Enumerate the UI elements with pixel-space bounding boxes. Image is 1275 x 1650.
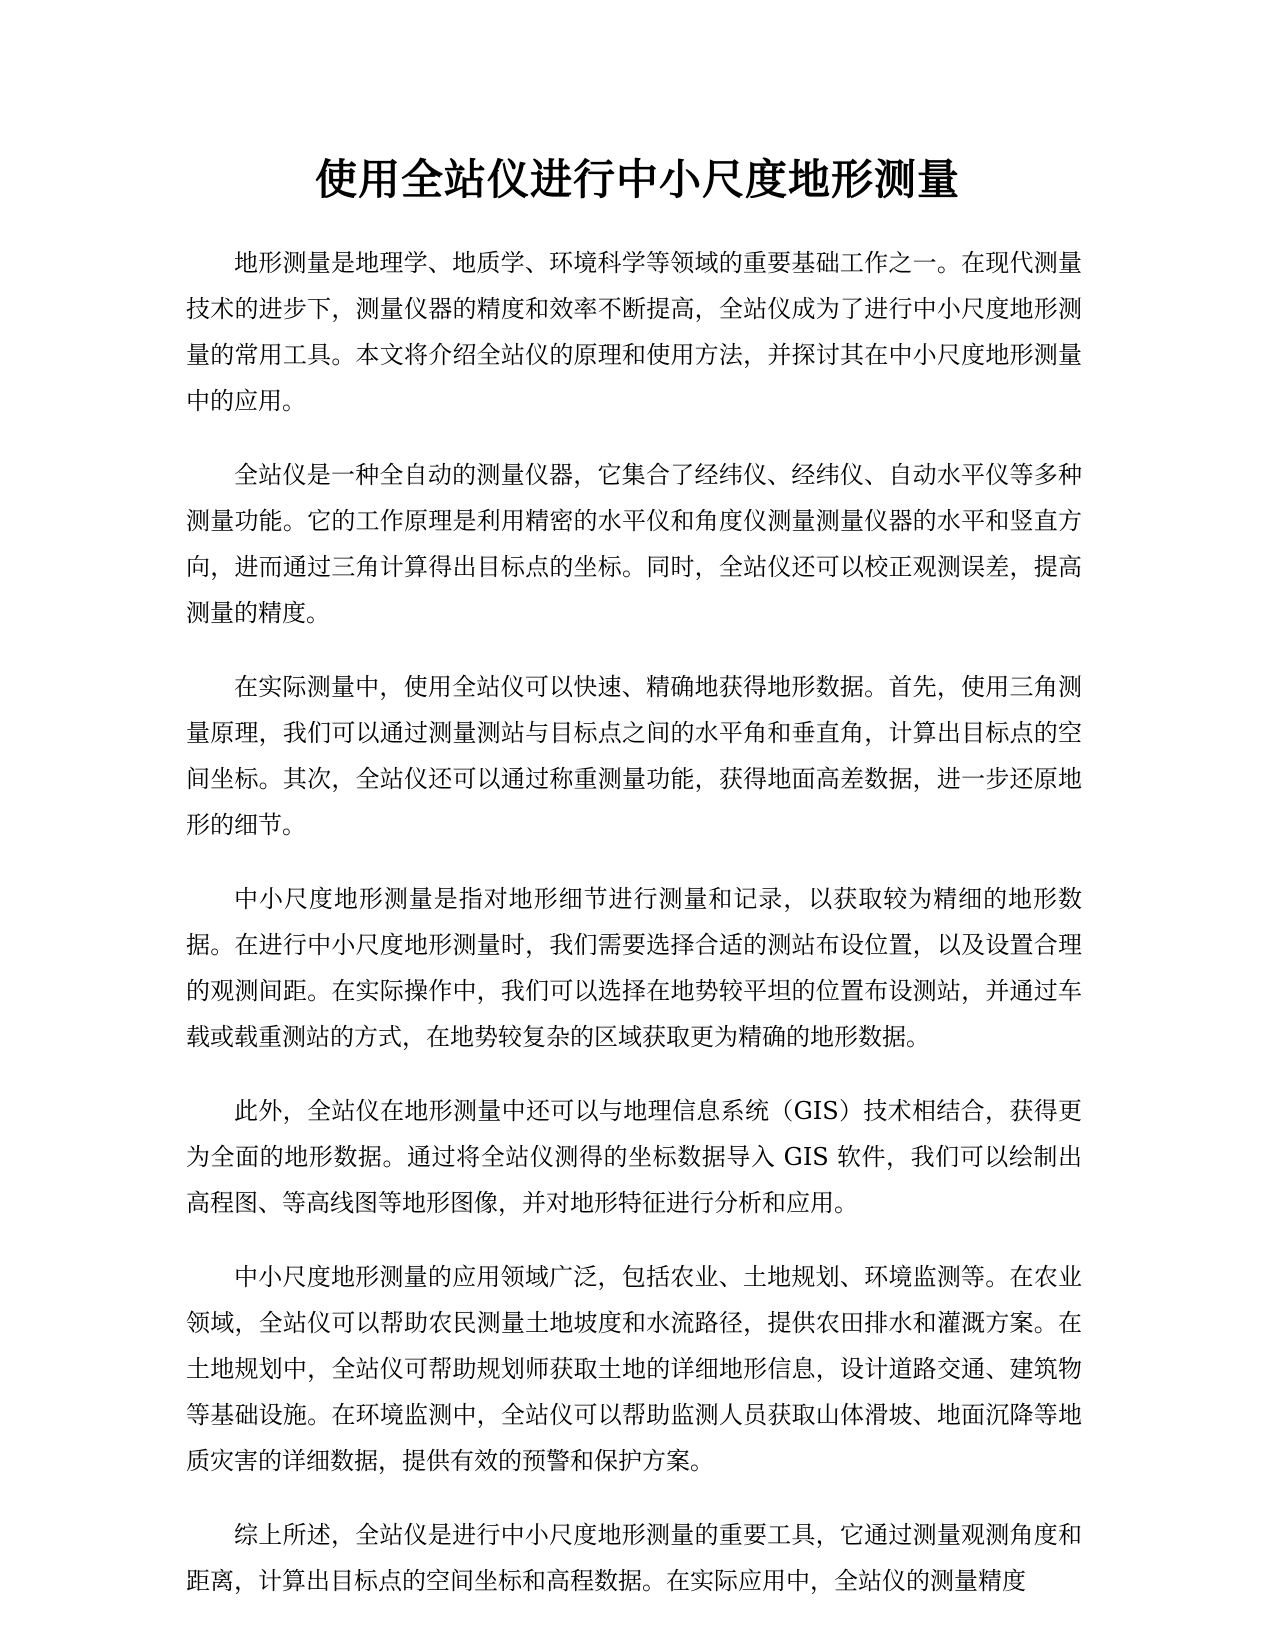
paragraph-summary: 综上所述，全站仪是进行中小尺度地形测量的重要工具，它通过测量观测角度和距离，计算出目标点的空间坐标和高程数据。在实际应用中，全站仪的测量精度	[186, 1521, 1082, 1595]
paragraph-intro: 地形测量是地理学、地质学、环境科学等领域的重要基础工作之一。在现代测量技术的进步下，测量仪器的精度和效率不断提高，全站仪成为了进行中小尺度地形测量的常用工具。本文将介绍全站仪的原理和使用方法，并探讨其在中小尺度地形测量中的应用。	[186, 249, 1082, 415]
paragraph-small-scale: 中小尺度地形测量是指对地形细节进行测量和记录，以获取较为精细的地形数据。在进行中小尺度地形测量时，我们需要选择合适的测站布设位置，以及设置合理的观测间距。在实际操作中，我们可以选择在地势较平坦的位置布设测站，并通过车载或载重测站的方式，在地势较复杂的区域获取更为精确的地形数据。	[186, 885, 1082, 1051]
paragraph-principle: 全站仪是一种全自动的测量仪器，它集合了经纬仪、经纬仪、自动水平仪等多种测量功能。它的工作原理是利用精密的水平仪和角度仪测量测量仪器的水平和竖直方向，进而通过三角计算得出目标点的坐标。同时，全站仪还可以校正观测误差，提高测量的精度。	[186, 461, 1082, 627]
document-title: 使用全站仪进行中小尺度地形测量	[314, 155, 960, 204]
paragraph-applications: 中小尺度地形测量的应用领域广泛，包括农业、土地规划、环境监测等。在农业领域，全站仪可以帮助农民测量土地坡度和水流路径，提供农田排水和灌溉方案。在土地规划中，全站仪可帮助规划师获取土地的详细地形信息，设计道路交通、建筑物等基础设施。在环境监测中，全站仪可以帮助监测人员获取山体滑坡、地面沉降等地质灾害的详细数据，提供有效的预警和保护方案。	[186, 1263, 1082, 1475]
paragraph-gis: 此外，全站仪在地形测量中还可以与地理信息系统（GIS）技术相结合，获得更为全面的地形数据。通过将全站仪测得的坐标数据导入 GIS 软件，我们可以绘制出高程图、等高线图等地形图像，并对地形特征进行分析和应用。	[186, 1097, 1082, 1217]
paragraph-practice: 在实际测量中，使用全站仪可以快速、精确地获得地形数据。首先，使用三角测量原理，我们可以通过测量测站与目标点之间的水平角和垂直角，计算出目标点的空间坐标。其次，全站仪还可以通过称重测量功能，获得地面高差数据，进一步还原地形的细节。	[186, 673, 1082, 839]
document-body	[186, 240, 1082, 1632]
